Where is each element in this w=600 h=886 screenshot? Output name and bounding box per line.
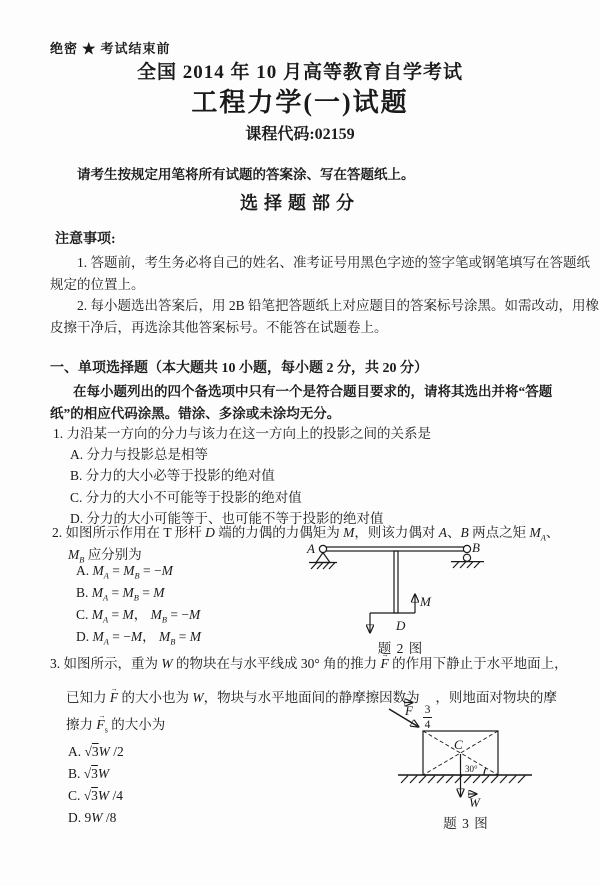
question-2-figure xyxy=(303,536,498,641)
figure2-label-a: A xyxy=(307,541,315,556)
question-2-option-b: B. $M_A = M_B = M$ xyxy=(76,585,165,603)
section-1-note-line-2: 纸”的相应代码涂黑。错涂、多涂或未涂均无分。 xyxy=(50,406,341,421)
course-code: 课程代码:02159 xyxy=(245,126,355,143)
classification-banner: 绝密 ★ 考试结束前 xyxy=(50,41,171,56)
part-title: 选择题部分 xyxy=(240,193,360,213)
question-3-option-c: C. √3W /4 xyxy=(68,788,124,803)
notes-heading: 注意事项: xyxy=(55,232,116,247)
question-1-stem: 1. 力沿某一方向的分力与该力在这一方向上的投影之间的关系是 xyxy=(53,426,431,441)
angle-arc xyxy=(484,768,486,775)
question-2-stem-line-1: 2. 如图所示作用在 T 形杆 D 端的力偶的力偶矩为 M，则该力偶对 A、B 两点之矩 $M_A$、 xyxy=(52,525,560,543)
question-1-option-b: B. 分力的大小必等于投影的绝对值 xyxy=(70,468,275,483)
question-2-option-d: D. $M_A = -M$， $M_B = M$ xyxy=(76,629,201,647)
question-2-option-c: C. $M_A = M$， $M_B = -M$ xyxy=(76,607,201,625)
exam-session-title: 全国 2014 年 10 月高等教育自学考试 xyxy=(136,62,463,83)
question-1-option-a: A. 分力与投影总是相等 xyxy=(70,447,208,462)
question-3-stem-line-1: 3. 如图所示，重为 W 的物块在与水平线成 30° 角的推力 F → 的作用下静止于水平地面上， xyxy=(50,656,568,673)
note-2-line-1: 2. 每小题选出答案后，用 2B 铅笔把答题纸上对应题目的答案标号涂黑。如需改动，用橡 xyxy=(77,298,600,313)
question-3-figure xyxy=(385,697,547,812)
answer-sheet-instruction: 请考生按规定用笔将所有试题的答案涂、写在答题纸上。 xyxy=(77,167,415,182)
question-3-stem-line-2: 已知力 F → 的大小也为 W，物块与水平地面间的静摩擦因数为 $\frac{3}{4}$ ，则地面对物块的摩 xyxy=(66,690,557,733)
figure2-label-b: B xyxy=(472,540,480,555)
paper-title: 工程力学(一)试题 xyxy=(191,88,409,117)
figure3-label-c: C xyxy=(454,737,463,752)
figure3-label-angle: 30° xyxy=(465,764,478,774)
question-1-option-c: C. 分力的大小不可能等于投影的绝对值 xyxy=(70,490,302,505)
question-3-stem-line-3: 擦力 $F_s$ → 的大小为 xyxy=(66,717,165,734)
figure3-label-f: F xyxy=(405,703,413,718)
question-2-option-a: A. $M_A = M_B = -M$ xyxy=(76,563,173,581)
force-f-arrow xyxy=(389,709,418,727)
section-1-heading: 一、单项选择题（本大题共 10 小题，每小题 2 分，共 20 分） xyxy=(50,361,428,376)
section-1-note-line-1: 在每小题列出的四个备选项中只有一个是符合题目要求的，请将其选出并将“答题 xyxy=(73,384,553,399)
figure2-caption: 题 2 图 xyxy=(377,641,424,656)
figure2-label-d: D xyxy=(396,618,406,633)
question-1-option-d: D. 分力的大小可能等于、也可能不等于投影的绝对值 xyxy=(70,511,384,526)
question-2-stem-line-2: $M_B$ 应分别为 xyxy=(68,547,142,565)
question-3-option-b: B. √3W xyxy=(68,766,110,781)
figure3-label-w: W xyxy=(469,795,480,810)
note-1-line-1: 1. 答题前，考生务必将自己的姓名、准考证号用黑色字迹的签字笔或钢笔填写在答题纸 xyxy=(77,255,590,270)
figure3-caption: 题 3 图 xyxy=(443,816,489,831)
question-3-option-a: A. √3W /2 xyxy=(68,744,124,759)
figure2-label-m: M xyxy=(420,594,431,609)
note-1-line-2: 规定的位置上。 xyxy=(50,277,145,292)
note-2-line-2: 皮擦干净后，再选涂其他答案标号。不能答在试题卷上。 xyxy=(50,320,388,335)
question-3-option-d: D. 9W /8 xyxy=(68,810,117,825)
